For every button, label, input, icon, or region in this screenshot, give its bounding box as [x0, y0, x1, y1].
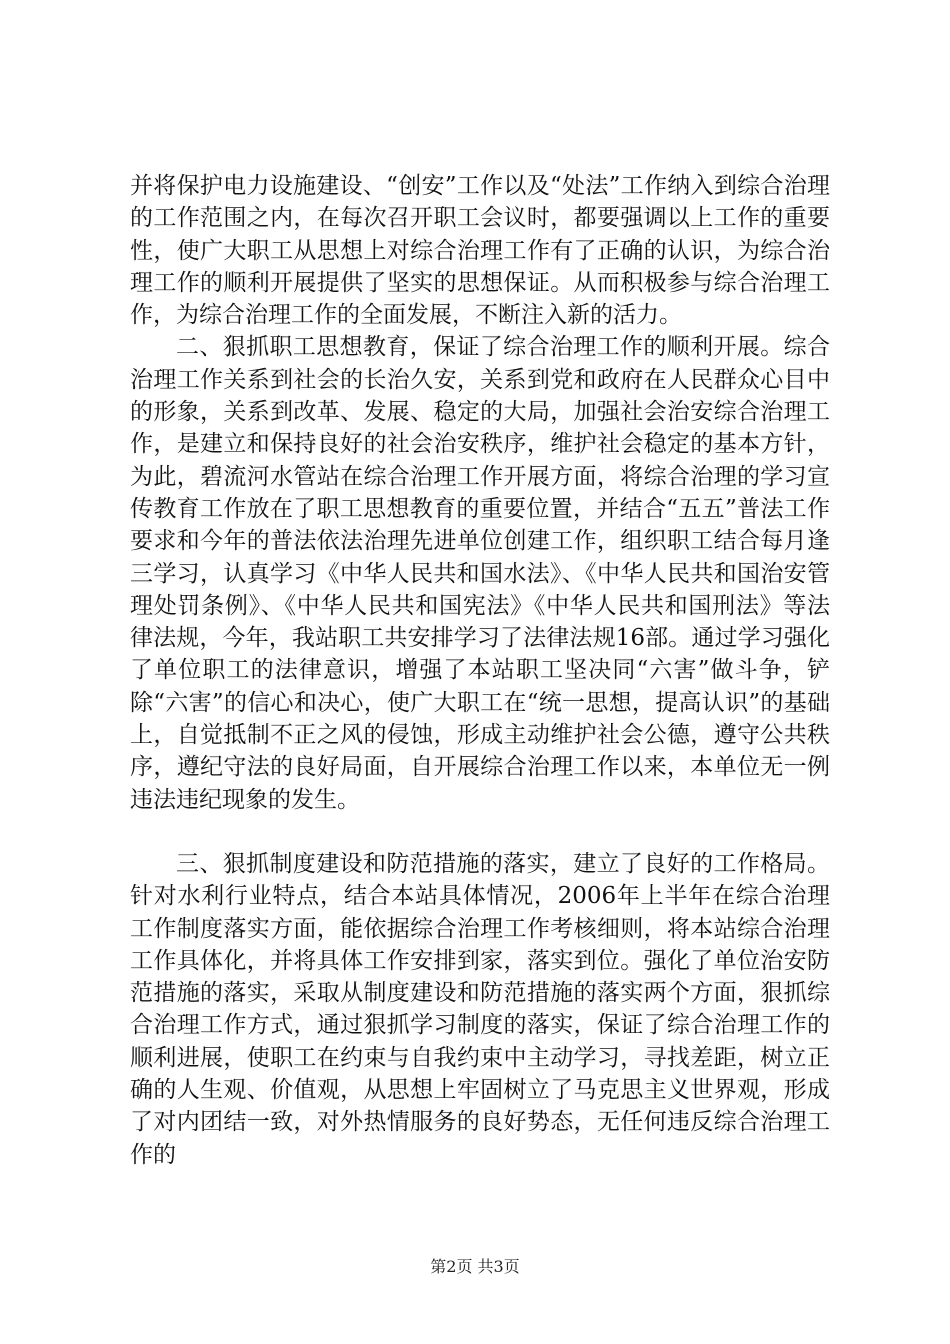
paragraph-continuation: 并将保护电力设施建设、“创安”工作以及“处法”工作纳入到综合治理的工作范围之内，在每次召开职工会议时，都要强调以上工作的重要性，使广大职工从思想上对综合治理工作有了正确的认识，为综合治理工作的顺利开展提供了坚实的思想保证。从而积极参与综合治理工作，为综合治理工作的全面发展，不断注入新的活力。	[130, 173, 830, 329]
paragraph-section-two: 二、狠抓职工思想教育，保证了综合治理工作的顺利开展。综合治理工作关系到社会的长治久安，关系到党和政府在人民群众心目中的形象，关系到改革、发展、稳定的大局，加强社会治安综合治理工作，是建立和保持良好的社会治安秩序，维护社会稳定的基本方针，为此，碧流河水管站在综合治理工作开展方面，将综合治理的学习宣传教育工作放在了职工思想教育的重要位置，并结合“五五”普法工作要求和今年的普法依法治理先进单位创建工作，组织职工结合每月逢三学习，认真学习《中华人民共和国水法》、《中华人民共和国治安管理处罚条例》、《中华人民共和国宪法》《中华人民共和国刑法》等法律法规，今年，我站职工共安排学习了法律法规16部。通过学习强化了单位职工的法律意识，增强了本站职工坚决同“六害”做斗争，铲除“六害”的信心和决心，使广大职工在“统一思想，提高认识”的基础上，自觉抵制不正之风的侵蚀，形成主动维护社会公德，遵守公共秩序，遵纪守法的良好局面，自开展综合治理工作以来，本单位无一例违法违纪现象的发生。	[130, 334, 830, 813]
document-body	[130, 170, 830, 1171]
page-footer: 第2页 共3页	[430, 1257, 520, 1276]
paragraph-section-three: 三、狠抓制度建设和防范措施的落实，建立了良好的工作格局。针对水利行业特点，结合本站具体情况，2006年上半年在综合治理工作制度落实方面，能依据综合治理工作考核细则，将本站综合治理工作具体化，并将具体工作安排到家，落实到位。强化了单位治安防范措施的落实，采取从制度建设和防范措施的落实两个方面，狠抓综合治理工作方式，通过狠抓学习制度的落实，保证了综合治理工作的顺利进展，使职工在约束与自我约束中主动学习，寻找差距，树立正确的人生观、价值观，从思想上牢固树立了马克思主义世界观，形成了对内团结一致，对外热情服务的良好势态，无任何违反综合治理工作的	[130, 850, 830, 1168]
